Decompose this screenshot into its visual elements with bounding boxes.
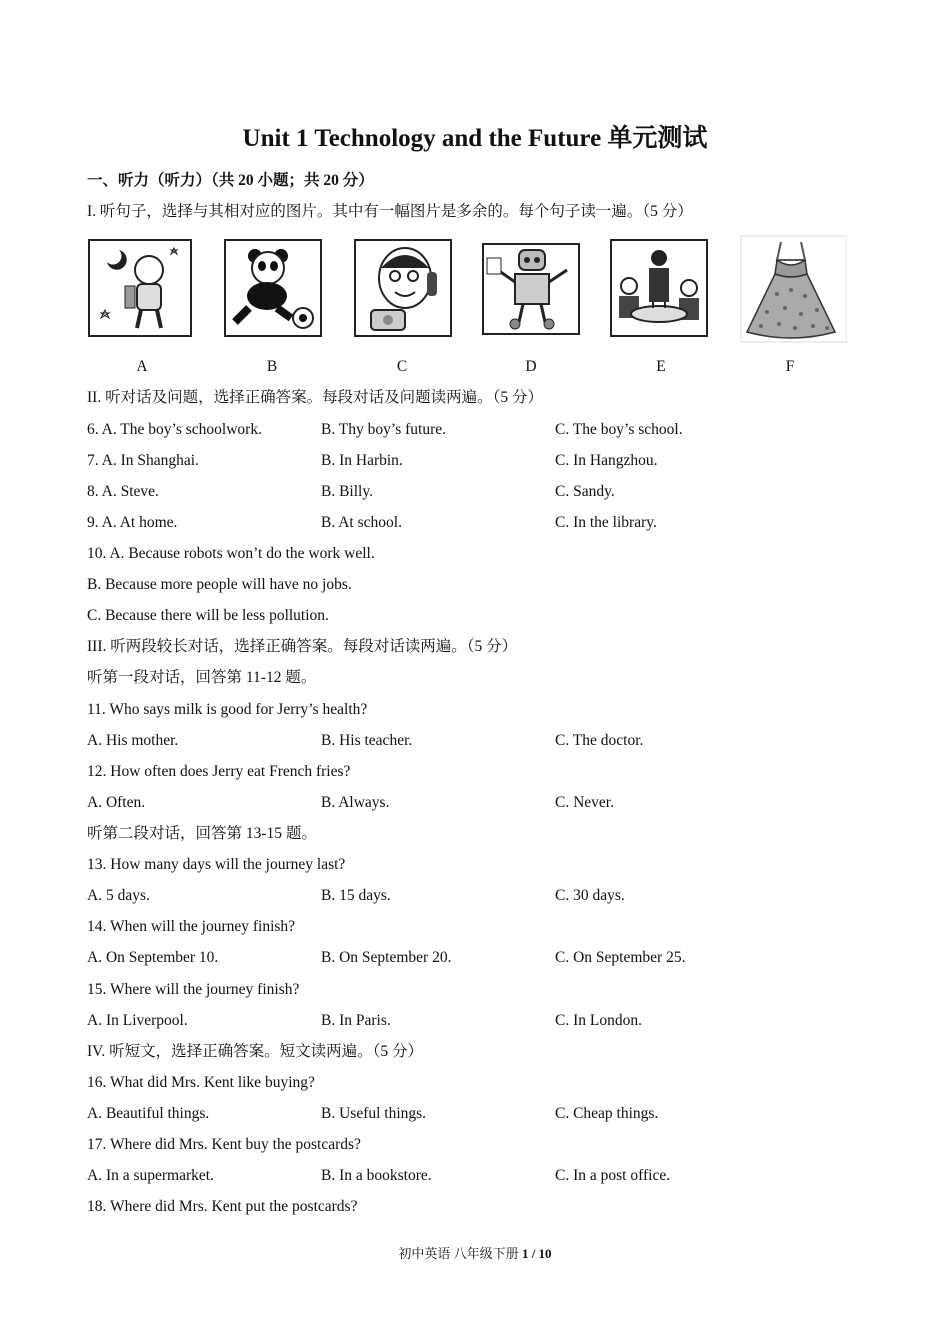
picture-label-f: F — [785, 358, 795, 375]
picture-label-c: C — [396, 358, 408, 375]
q9-option-c: C. In the library. — [555, 514, 657, 531]
man-telephone-icon — [347, 234, 457, 346]
q6-option-b: B. Thy boy’s future. — [321, 421, 446, 438]
picture-row — [87, 234, 847, 346]
picture-label-b: B — [266, 358, 278, 375]
q17-option-a: A. In a supermarket. — [87, 1167, 214, 1184]
picture-label-a: A — [136, 358, 148, 375]
q7-option-a: 7. A. In Shanghai. — [87, 452, 199, 469]
dialog-2-note: 听第二段对话，回答第 13-15 题。 — [87, 825, 317, 842]
page-number: 1 / 10 — [521, 1246, 552, 1261]
q11-option-c: C. The doctor. — [555, 732, 644, 749]
q14-question: 14. When will the journey finish? — [87, 918, 296, 935]
q6-option-a: 6. A. The boy’s schoolwork. — [87, 421, 262, 438]
q12-option-c: C. Never. — [555, 794, 614, 811]
q14-option-c: C. On September 25. — [555, 949, 686, 966]
q8-option-a: 8. A. Steve. — [87, 483, 159, 500]
q13-option-b: B. 15 days. — [321, 887, 391, 904]
q17-option-b: B. In a bookstore. — [321, 1167, 432, 1184]
q7-option-c: C. In Hangzhou. — [555, 452, 658, 469]
robot-icon — [477, 234, 587, 346]
q16-option-b: B. Useful things. — [321, 1105, 427, 1122]
q8-option-b: B. Billy. — [321, 483, 373, 500]
q17-question: 17. Where did Mrs. Kent buy the postcards? — [87, 1136, 361, 1153]
q13-question: 13. How many days will the journey last? — [87, 856, 346, 873]
q14-option-b: B. On September 20. — [321, 949, 452, 966]
q15-question: 15. Where will the journey finish? — [87, 981, 300, 998]
part-iii-instructions: III. 听两段较长对话，选择正确答案。每段对话读两遍。（5 分） — [87, 638, 518, 655]
q9-option-a: 9. A. At home. — [87, 514, 178, 531]
q11-question: 11. Who says milk is good for Jerry’s health? — [87, 701, 368, 718]
page-footer — [0, 1245, 950, 1263]
q10-option-c: C. Because there will be less pollution. — [87, 607, 329, 624]
dress-icon — [737, 234, 847, 346]
part-iv-instructions: IV. 听短文，选择正确答案。短文读两遍。（5 分） — [87, 1043, 423, 1060]
page-title: Unit 1 Technology and the Future 单元测试 — [242, 125, 708, 152]
q15-option-c: C. In London. — [555, 1012, 642, 1029]
q13-option-c: C. 30 days. — [555, 887, 625, 904]
panda-football-icon — [217, 234, 327, 346]
q9-option-b: B. At school. — [321, 514, 402, 531]
part-ii-instructions: II. 听对话及问题，选择正确答案。每段对话及问题读两遍。（5 分） — [87, 389, 543, 406]
q17-option-c: C. In a post office. — [555, 1167, 671, 1184]
q12-question: 12. How often does Jerry eat French fries? — [87, 763, 351, 780]
q10-option-a: 10. A. Because robots won’t do the work well. — [87, 545, 375, 562]
q18-question: 18. Where did Mrs. Kent put the postcards? — [87, 1198, 358, 1215]
astronaut-icon — [87, 234, 197, 346]
q14-option-a: A. On September 10. — [87, 949, 219, 966]
picture-label-d: D — [525, 358, 537, 375]
footer-course: 初中英语 八年级下册 — [398, 1246, 522, 1261]
q10-option-b: B. Because more people will have no jobs. — [87, 576, 352, 593]
picture-label-e: E — [656, 358, 666, 375]
q11-option-b: B. His teacher. — [321, 732, 413, 749]
part-i-instructions: I. 听句子，选择与其相对应的图片。其中有一幅图片是多余的。每个句子读一遍。（5 分） — [87, 203, 693, 220]
q16-question: 16. What did Mrs. Kent like buying? — [87, 1074, 315, 1091]
q11-option-a: A. His mother. — [87, 732, 179, 749]
q12-option-a: A. Often. — [87, 794, 146, 811]
q15-option-b: B. In Paris. — [321, 1012, 391, 1029]
q8-option-c: C. Sandy. — [555, 483, 615, 500]
q16-option-c: C. Cheap things. — [555, 1105, 659, 1122]
q12-option-b: B. Always. — [321, 794, 390, 811]
q6-option-c: C. The boy’s school. — [555, 421, 683, 438]
q16-option-a: A. Beautiful things. — [87, 1105, 210, 1122]
q15-option-a: A. In Liverpool. — [87, 1012, 188, 1029]
section-heading-listening: 一、听力（听力）（共 20 小题；共 20 分） — [87, 172, 374, 189]
q7-option-b: B. In Harbin. — [321, 452, 403, 469]
q13-option-a: A. 5 days. — [87, 887, 150, 904]
dialog-1-note: 听第一段对话，回答第 11-12 题。 — [87, 669, 317, 686]
restaurant-waiter-icon — [607, 234, 717, 346]
